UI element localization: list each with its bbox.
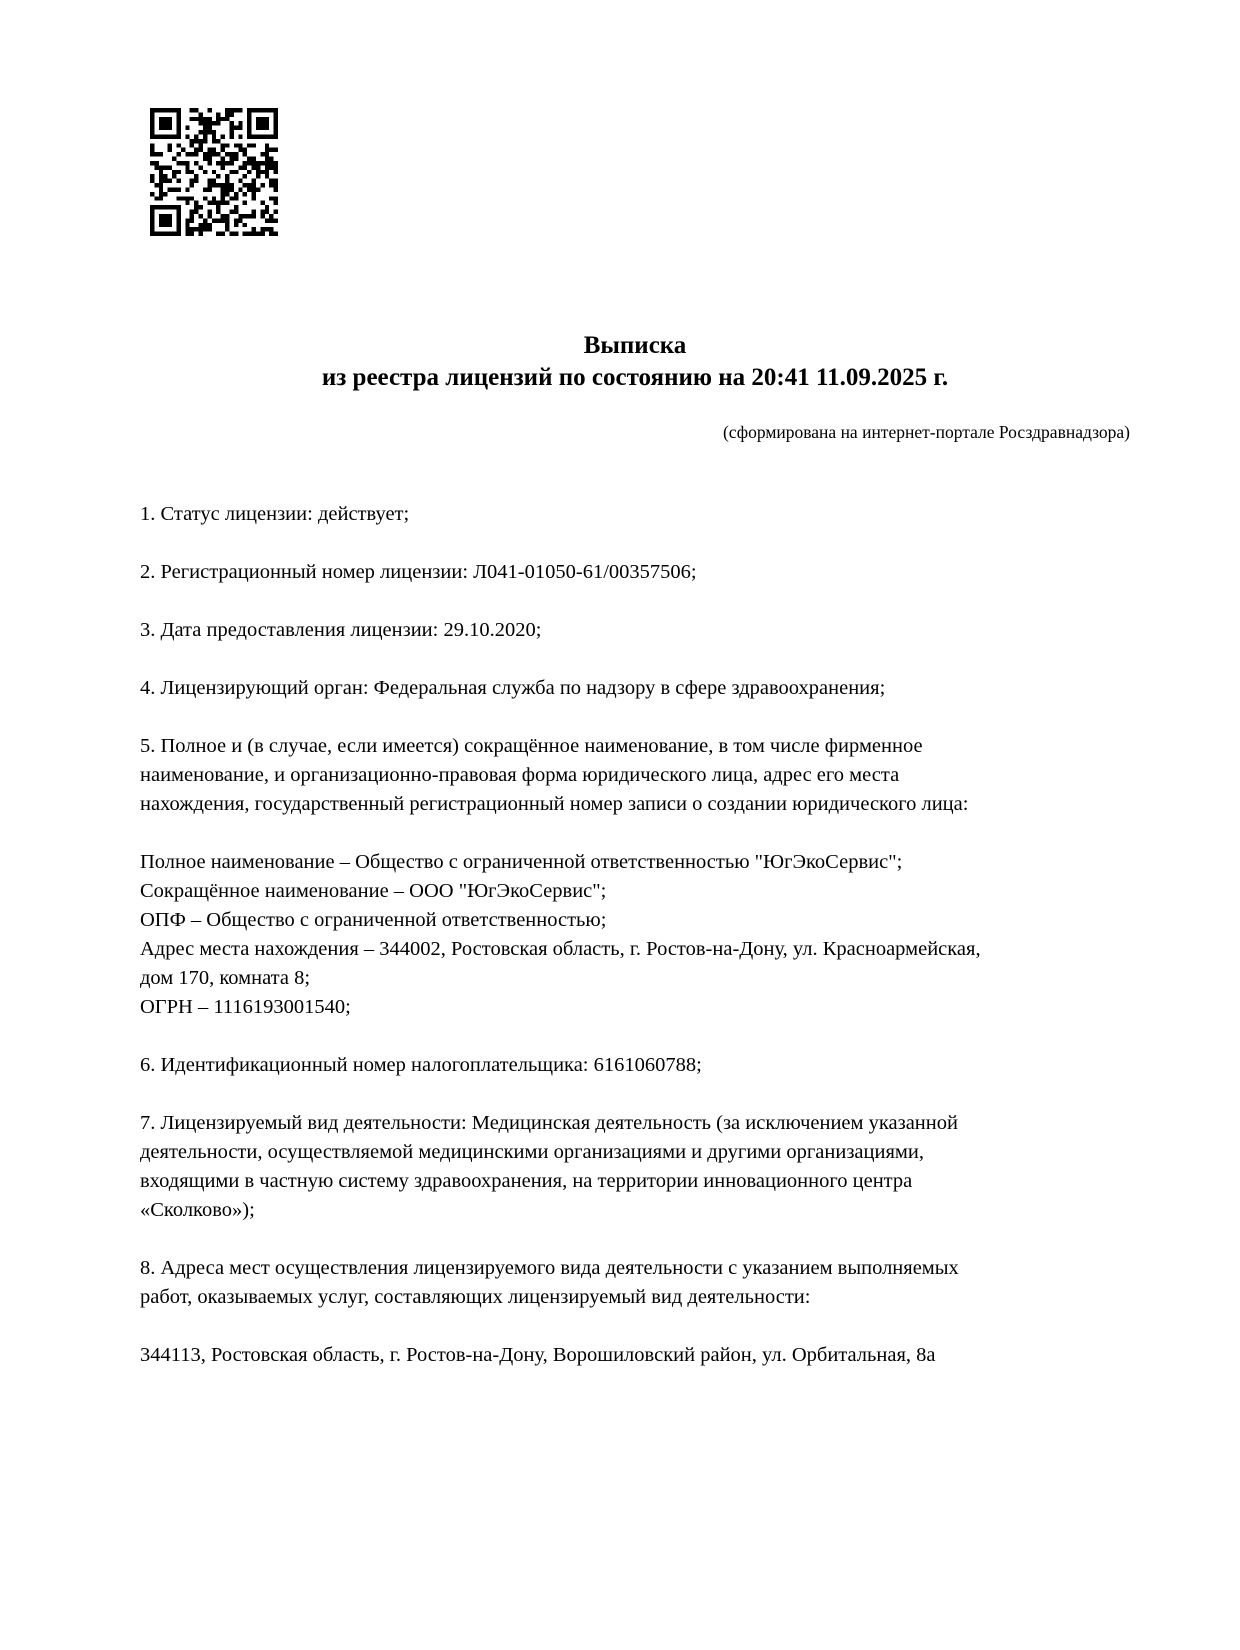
text-line: 1. Статус лицензии: действует;	[140, 503, 410, 525]
document-subtitle: (сформирована на интернет-портале Росздравнадзора)	[722, 422, 1130, 442]
paragraph	[140, 558, 1130, 587]
text-line: 8. Адреса мест осуществления лицензируемого вида деятельности с указанием выполняемых	[140, 1257, 959, 1279]
text-line: 7. Лицензируемый вид деятельности: Медицинская деятельность (за исключением указанной	[140, 1112, 958, 1134]
document-body	[140, 500, 1130, 1370]
paragraph	[140, 616, 1130, 645]
text-line: 344113, Ростовская область, г. Ростов-на-Дону, Ворошиловский район, ул. Орбитальная, 8а	[140, 1344, 936, 1366]
text-line: Сокращённое наименование – ООО "ЮгЭкоСервис";	[140, 880, 607, 902]
text-line: 2. Регистрационный номер лицензии: Л041-01050-61/00357506;	[140, 561, 697, 583]
text-line: Полное наименование – Общество с ограниченной ответственностью "ЮгЭкоСервис";	[140, 851, 903, 873]
text-line: 3. Дата предоставления лицензии: 29.10.2020;	[140, 619, 542, 641]
text-line: входящими в частную систему здравоохранения, на территории инновационного центра	[140, 1170, 913, 1192]
paragraph	[140, 1051, 1130, 1080]
text-line: ОПФ – Общество с ограниченной ответственностью;	[140, 909, 607, 931]
paragraph	[140, 848, 1130, 1022]
text-line: «Сколково»);	[140, 1199, 255, 1221]
title-line-2: из реестра лицензий по состоянию на 20:41 11.09.2025 г.	[321, 364, 949, 391]
paragraph	[140, 1341, 1130, 1370]
paragraph	[140, 1254, 1130, 1312]
paragraph	[140, 732, 1130, 819]
text-line: ОГРН – 1116193001540;	[140, 996, 351, 1018]
paragraph	[140, 1109, 1130, 1225]
text-line: деятельности, осуществляемой медицинскими организациями и другими организациями,	[140, 1141, 924, 1163]
text-line: 4. Лицензирующий орган: Федеральная служба по надзору в сфере здравоохранения;	[140, 677, 886, 699]
paragraph	[140, 674, 1130, 703]
paragraph	[140, 500, 1130, 529]
document-content	[140, 0, 1130, 1399]
text-line: работ, оказываемых услуг, составляющих лицензируемый вид деятельности:	[140, 1286, 811, 1308]
text-line: нахождения, государственный регистрационный номер записи о создании юридического лица:	[140, 793, 969, 815]
text-line: 5. Полное и (в случае, если имеется) сокращённое наименование, в том числе фирменное	[140, 735, 923, 757]
document-title	[140, 330, 1130, 394]
title-line-1: Выписка	[583, 332, 687, 359]
text-line: 6. Идентификационный номер налогоплательщика: 6161060788;	[140, 1054, 702, 1076]
text-line: Адрес места нахождения – 344002, Ростовская область, г. Ростов-на-Дону, ул. Красноармейская,	[140, 938, 981, 960]
text-line: наименование, и организационно-правовая форма юридического лица, адрес его места	[140, 764, 900, 786]
text-line: дом 170, комната 8;	[140, 967, 311, 989]
